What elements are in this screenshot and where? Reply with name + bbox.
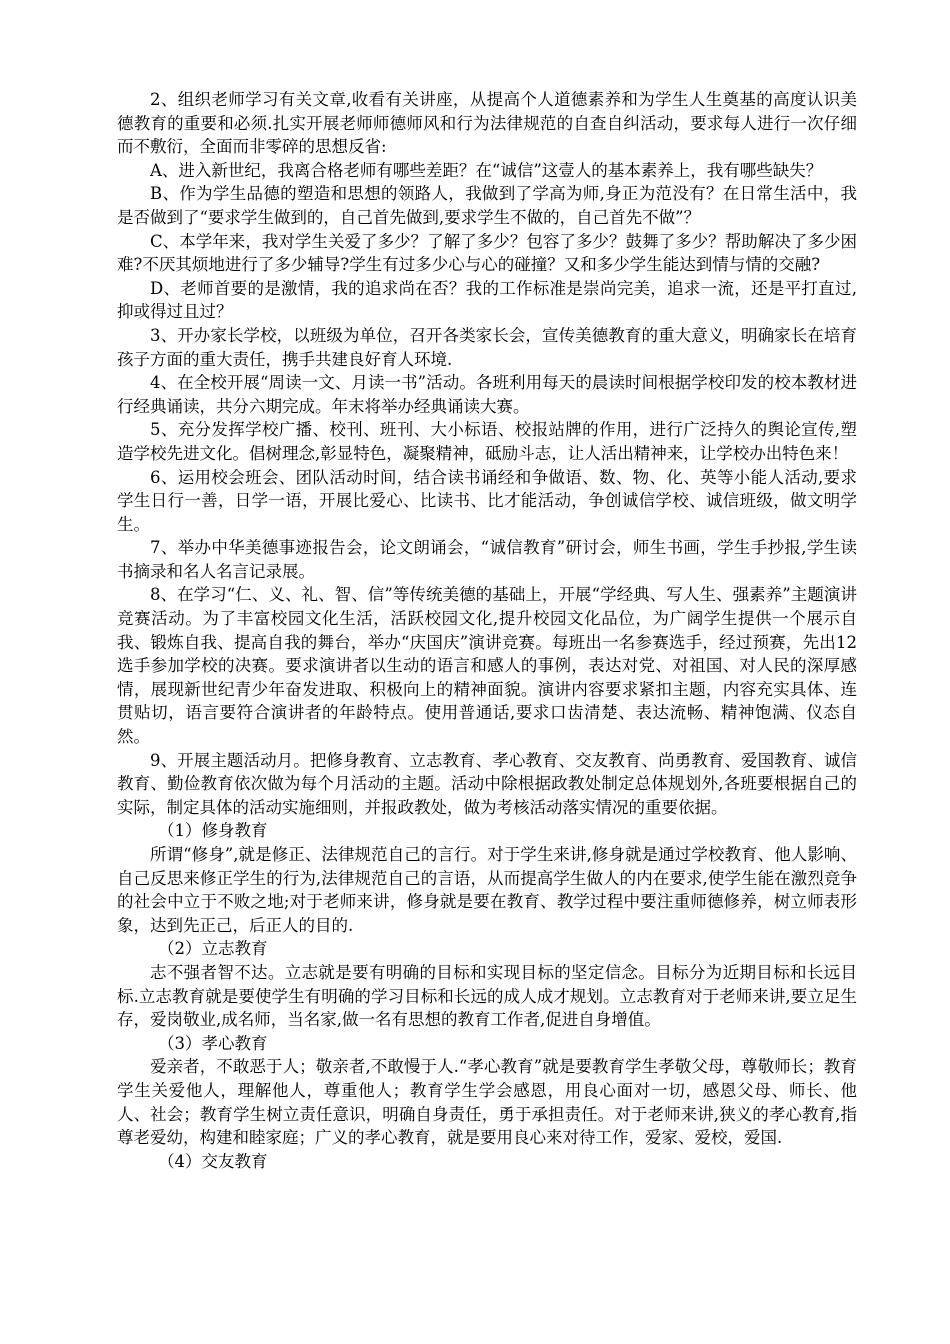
document-body — [117, 88, 857, 1173]
paragraph-item-8: 8、在学习“仁、义、礼、智、信”等传统美德的基础上，开展“学经典、写人生、强素养”主题演讲竞赛活动。为了丰富校园文化生活，活跃校园文化,提升校园文化品位，为广阔学生提供一个展示自我、锻炼自我、提高自我的舞台，举办“庆国庆”演讲竞赛。每班出一名参赛选手，经过预赛，先出12选手参加学校的决赛。要求演讲者以生动的语言和感人的事例，表达对党、对祖国、对人民的深厚感情，展现新世纪青少年奋发进取、积极向上的精神面貌。演讲内容要求紧扣主题，内容充实具体、连贯贴切，语言要符合演讲者的年龄特点。使用普通话,要求口齿清楚、表达流畅、精神饱满、仪态自然。 — [117, 585, 857, 747]
paragraph-aspiration: 志不强者智不达。立志就是要有明确的目标和实现目标的坚定信念。目标分为近期目标和长远目标.立志教育就是要使学生有明确的学习目标和长远的成人成才规划。立志教育对于老师来讲,要立足生存，爱岗敬业,成名师，当名家,做一名有思想的教育工作者,促进自身增值。 — [117, 962, 857, 1030]
section-heading-friendship: （4）交友教育 — [158, 1151, 268, 1171]
paragraph-item-c: C、本学年来，我对学生关爱了多少？了解了多少？包容了多少？鼓舞了多少？帮助解决了多少困难?不厌其烦地进行了多少辅导?学生有过多少心与心的碰撞？又和多少学生能达到情与情的交融? — [117, 231, 857, 275]
paragraph-self-cultivation: 所谓“修身”,就是修正、法律规范自己的言行。对于学生来讲,修身就是通过学校教育、他人影响、自己反思来修正学生的行为,法律规范自己的言语，从而提高学生做人的内在要求,使学生能在激烈竞争的社会中立于不败之地;对于老师来讲，修身就是要在教育、教学过程中要注重师德修养，树立师表形象，达到先正己，后正人的目的. — [117, 845, 857, 935]
section-heading-filial-piety: （3）孝心教育 — [158, 1033, 268, 1053]
paragraph-item-7: 7、举办中华美德事迹报告会，论文朗诵会，“诚信教育”研讨会，师生书画，学生手抄报,学生读书摘录和名人名言记录展。 — [117, 538, 857, 581]
paragraph-item-2: 2、组织老师学习有关文章,收看有关讲座，从提高个人道德素养和为学生人生奠基的高度认识美德教育的重要和必须.扎实开展老师师德师风和行为法律规范的自查自纠活动，要求每人进行一次仔细而不敷衍，全面而非零碎的思想反省: — [117, 90, 857, 157]
paragraph-item-d: D、老师首要的是激情，我的追求尚在否？我的工作标准是崇尚完美，追求一流，还是平打直过,抑或得过且过？ — [117, 278, 857, 322]
paragraph-item-b: B、作为学生品德的塑造和思想的领路人，我做到了学高为师,身正为范没有？在日常生活中，我是否做到了“要求学生做到的，自己首先做到,要求学生不做的，自己首先不做”？ — [117, 184, 857, 227]
section-heading-self-cultivation: （1）修身教育 — [158, 821, 268, 841]
paragraph-item-a: A、进入新世纪，我离合格老师有哪些差距？在“诚信”这壹人的基本素养上，我有哪些缺失？ — [150, 160, 823, 180]
paragraph-item-9: 9、开展主题活动月。把修身教育、立志教育、孝心教育、交友教育、尚勇教育、爱国教育、诚信教育、勤俭教育依次做为每个月活动的主题。活动中除根据政教处制定总体规划外,各班要根据自己的实际，制定具体的活动实施细则，并报政教处，做为考核活动落实情况的重要依据。 — [117, 750, 857, 817]
section-heading-aspiration: （2）立志教育 — [158, 939, 268, 959]
paragraph-filial-piety: 爱亲者，不敢恶于人；敬亲者,不敢慢于人.“孝心教育”就是要教育学生孝敬父母，尊敬师长；教育学生关爱他人，理解他人，尊重他人；教育学生学会感恩，用良心面对一切，感恩父母、师长、他人、社会；教育学生树立责任意识，明确自身责任，勇于承担责任。对于老师来讲,狭义的孝心教育,指尊老爱幼，构建和睦家庭；广义的孝心教育，就是要用良心来对待工作，爱家、爱校，爱国. — [117, 1057, 857, 1148]
paragraph-item-4: 4、在全校开展“周读一文、月读一书”活动。各班利用每天的晨读时间根据学校印发的校本教材进行经典诵读，共分六期完成。年末将举办经典诵读大赛。 — [117, 373, 857, 416]
paragraph-item-5: 5、充分发挥学校广播、校刊、班刊、大小标语、校报站牌的作用，进行广泛持久的舆论宣传,塑造学校先进文化。倡树理念,彰显特色，凝聚精神，砥励斗志，让人活出精神来，让学校办出特色来！ — [117, 420, 857, 463]
paragraph-item-3: 3、开办家长学校，以班级为单位，召开各类家长会，宣传美德教育的重大意义，明确家长在培育孩子方面的重大责任，携手共建良好育人环境. — [117, 325, 857, 369]
paragraph-item-6: 6、运用校会班会、团队活动时间，结合读书诵经和争做语、数、物、化、英等小能人活动,要求学生日行一善，日学一语，开展比爱心、比读书、比才能活动，争创诚信学校、诚信班级，做文明学生。 — [117, 467, 857, 534]
